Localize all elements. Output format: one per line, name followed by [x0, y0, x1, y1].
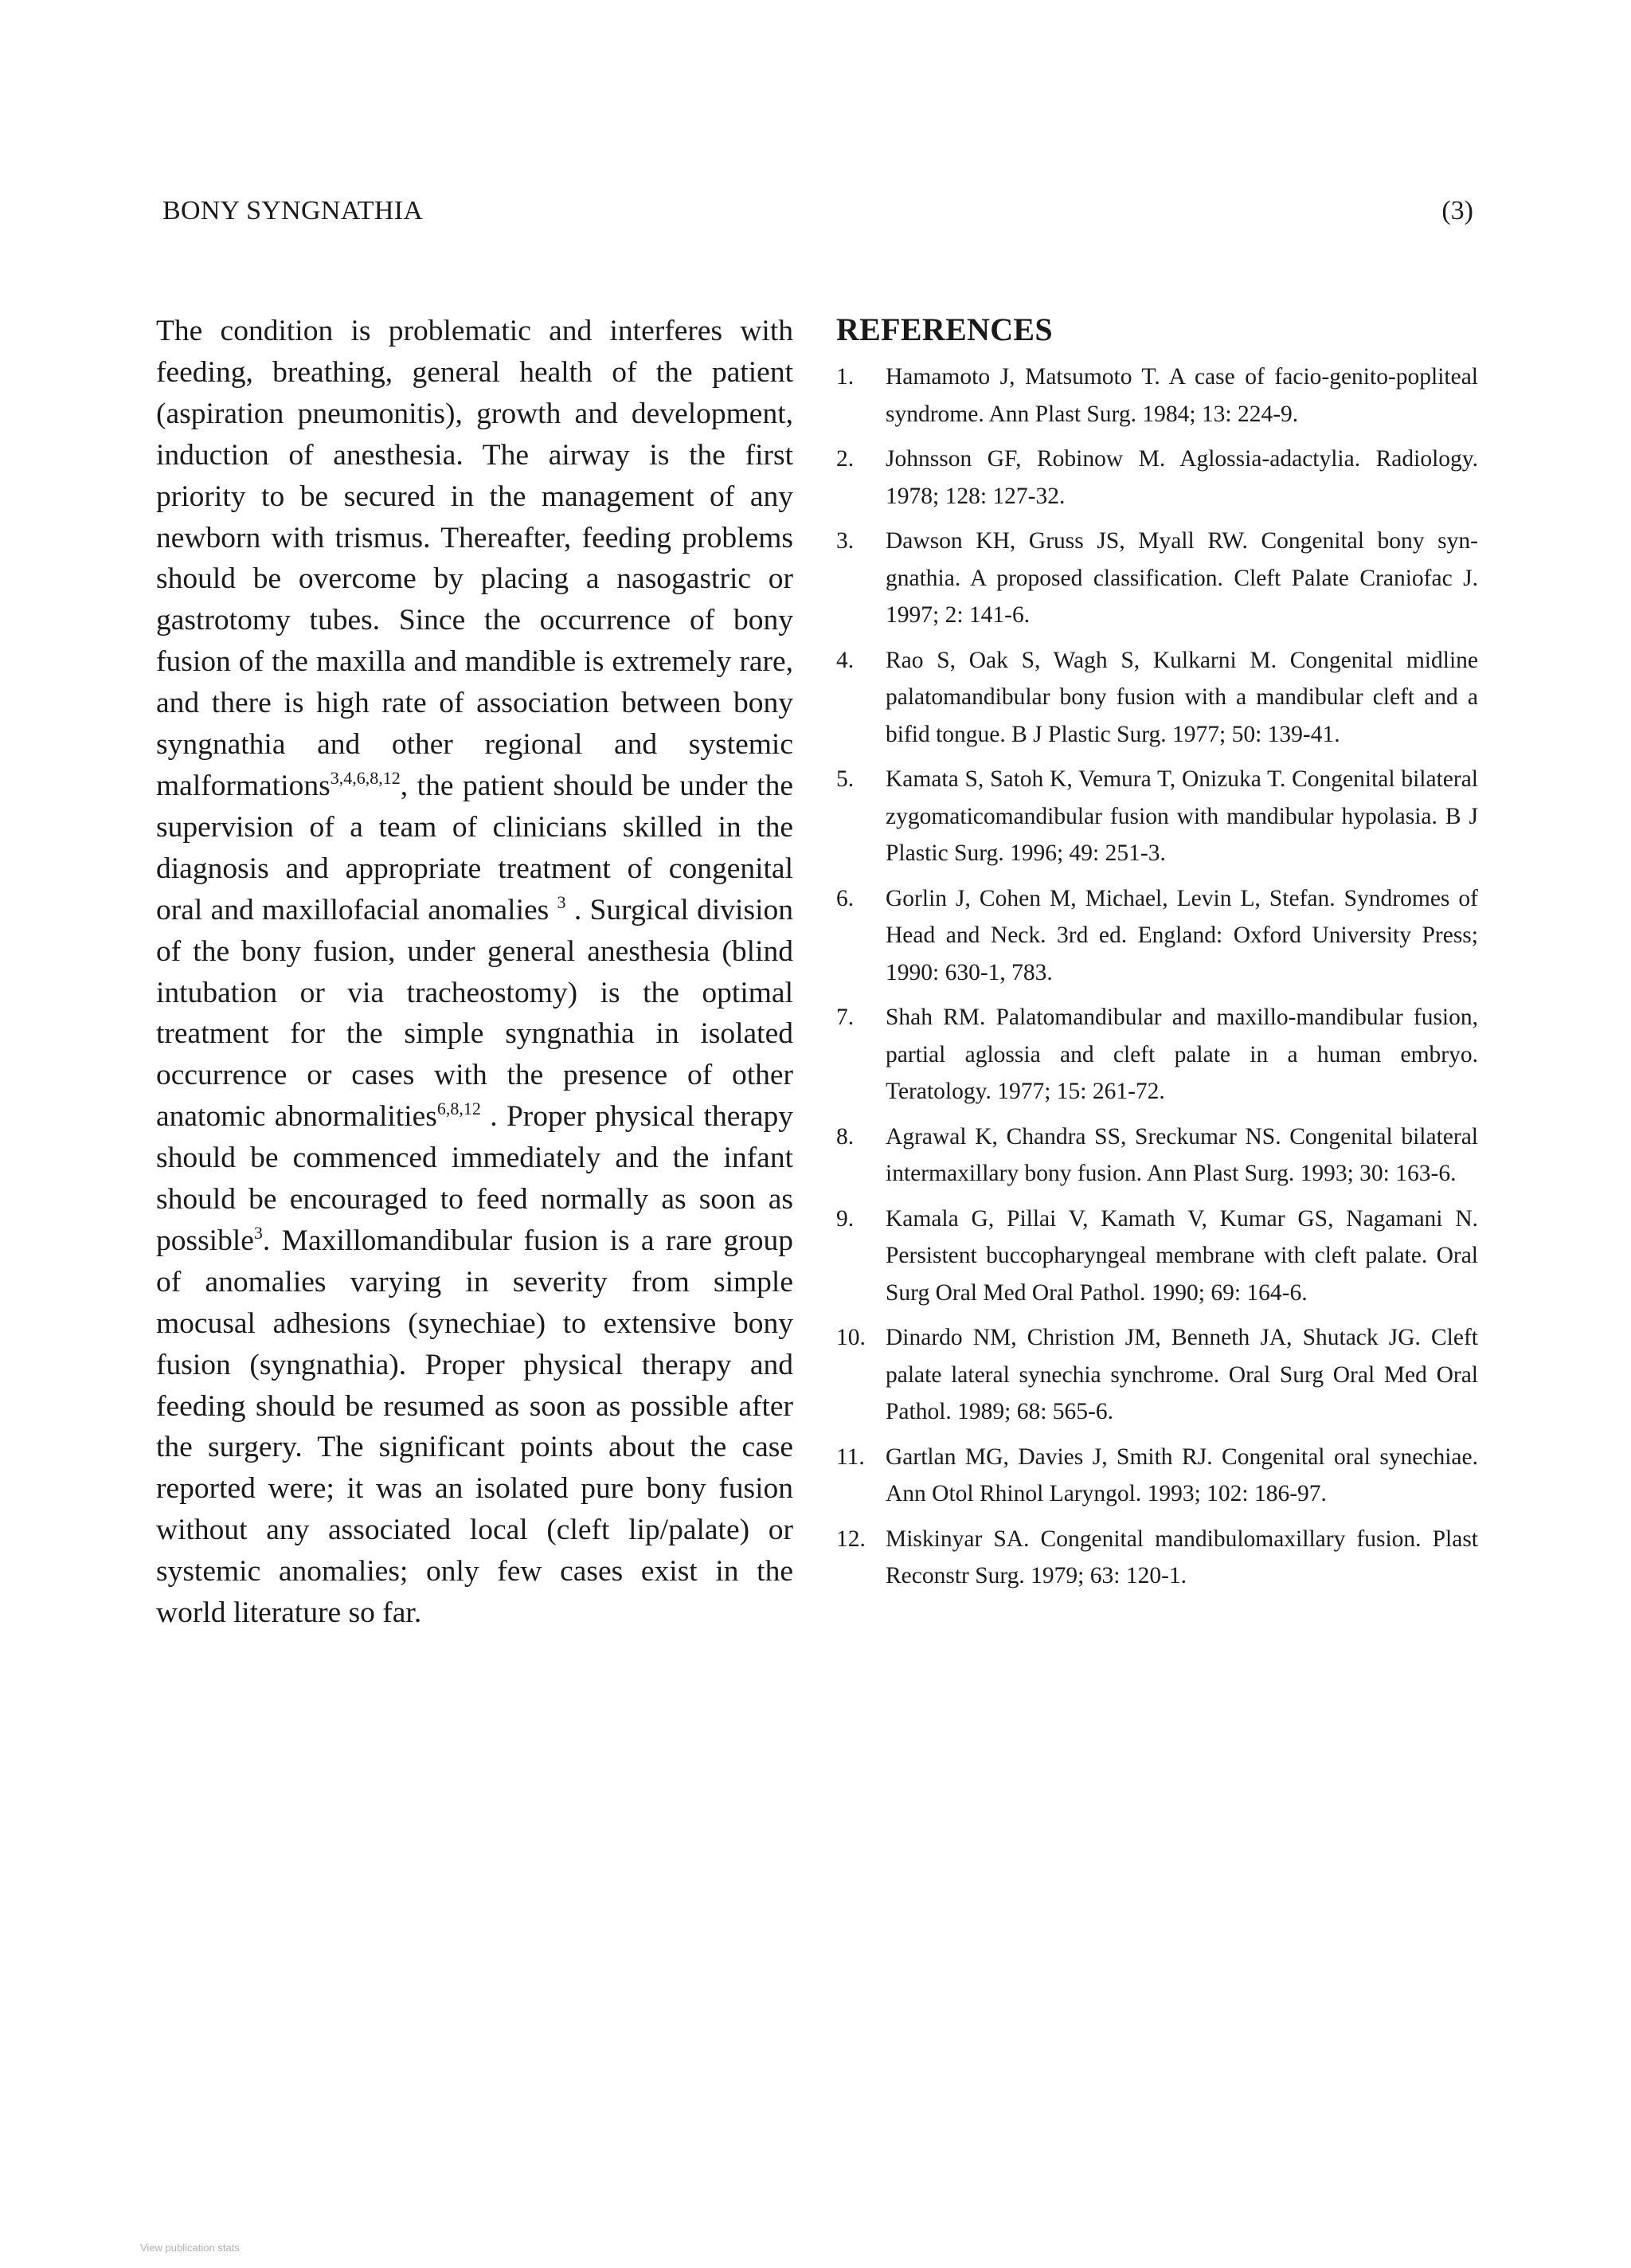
reference-item	[836, 523, 1478, 634]
reference-text: Agrawal K, Chandra SS, Sreckumar NS. Congenital bilateral intermaxillary bony fusion. Ann Plast Surg. 1993; 30: 163-6.	[886, 1123, 1478, 1186]
reference-list	[836, 358, 1478, 1595]
reference-text: Dinardo NM, Christion JM, Benneth JA, Shutack JG. Cleft palate lateral synechia synchrome. Oral Surg Oral Med Oral Pathol. 1989; 68: 565-6.	[886, 1325, 1478, 1424]
reference-item	[836, 1118, 1478, 1193]
reference-text: Dawson KH, Gruss JS, Myall RW. Congenital bony syngnathia. A proposed classification. Cleft Palate Craniofac J. 1997; 2: 141-6.	[886, 528, 1478, 628]
reference-number: 4.	[836, 647, 855, 673]
body-text-segment: . Surgical division of the bony fusion, under general anesthesia (blind intubation or via tracheostomy) is the optimal treatment for the simple syngnathia in isolated occurrence or cases with the presence of other anatomic abnormalities	[156, 893, 793, 1134]
body-text-segment: , the patient should be under the supervision of a team of clinicians skilled in the diagnosis and appropriate treatment of congenital oral and maxillofacial anomalies	[156, 769, 793, 926]
reference-item	[836, 880, 1478, 992]
reference-text: Shah RM. Palatomandibular and maxillo-mandibular fusion, partial aglossia and cleft palate in a human embryo. Teratology. 1977; 15: 261-72.	[886, 1005, 1478, 1104]
reference-number: 8.	[836, 1123, 855, 1150]
reference-number: 9.	[836, 1205, 855, 1232]
reference-item	[836, 358, 1478, 433]
reference-text: Rao S, Oak S, Wagh S, Kulkarni M. Congenital midline palatomandibular bony fusion with a mandibular cleft and a bifid tongue. B J Plastic Surg. 1977; 50: 139-41.	[886, 647, 1478, 747]
references-heading: REFERENCES	[836, 311, 1053, 347]
reference-text: Kamata S, Satoh K, Vemura T, Onizuka T. Congenital bilateral zygomaticomandibular fusion with mandibular hypolasia. B J Plastic Surg. 1996; 49: 251-3.	[886, 766, 1478, 866]
body-text-column	[156, 311, 793, 1634]
reference-item	[836, 642, 1478, 754]
citation-superscript: 3	[557, 891, 566, 912]
reference-number: 5.	[836, 766, 855, 792]
reference-number: 6.	[836, 885, 855, 911]
reference-text: Gorlin J, Cohen M, Michael, Levin L, Stefan. Syndromes of Head and Neck. 3rd ed. England: Oxford University Press; 1990: 630-1, 783.	[886, 885, 1478, 985]
reference-item	[836, 1439, 1478, 1513]
citation-superscript: 3	[253, 1222, 263, 1243]
body-text-segment: . Proper physical therapy should be commenced immediately and the infant should be encouraged to feed normally as soon as possible	[156, 1100, 794, 1257]
references-section	[836, 311, 1478, 1603]
running-title: BONY SYNGNATHIA	[162, 196, 424, 225]
reference-number: 3.	[836, 528, 855, 554]
reference-text: Gartlan MG, Davies J, Smith RJ. Congenital oral synechiae. Ann Otol Rhinol Laryngol. 1993; 102: 186-97.	[886, 1443, 1478, 1506]
view-publication-stats-link[interactable]: View publication stats	[140, 2242, 240, 2254]
reference-number: 7.	[836, 1005, 855, 1030]
reference-item	[836, 999, 1478, 1110]
reference-number: 11.	[836, 1443, 865, 1470]
body-text-segment: The condition is problematic and interferes with feeding, breathing, general health of the patient (aspiration pneumonitis), growth and development, induction of anesthesia. The airway is the first priority to be secured in the management of any newborn with trismus. Thereafter, feeding problems should be overcome by placing a nasogastric or gastrotomy tubes. Since the occurrence of bony fusion of the maxilla and mandible is extremely rare, and there is high rate of association between bony syngnathia and other regional and systemic malformations	[156, 315, 793, 802]
body-text-segment: . Maxillomandibular fusion is a rare group of anomalies varying in severity from simple mocusal adhesions (synechiae) to extensive bony fusion (syngnathia). Proper physical therapy and feeding should be resumed as soon as possible after the surgery. The significant points about the case reported were; it was an isolated pure bony fusion without any associated local (cleft lip/palate) or systemic anomalies; only few cases exist in the world literature so far.	[156, 1224, 793, 1630]
citation-superscript: 6,8,12	[436, 1099, 481, 1119]
reference-item	[836, 441, 1478, 515]
reference-item	[836, 1521, 1478, 1595]
reference-item	[836, 761, 1478, 872]
reference-number: 12.	[836, 1526, 866, 1552]
reference-text: Kamala G, Pillai V, Kamath V, Kumar GS, Nagamani N. Persistent buccopharyngeal membrane with cleft palate. Oral Surg Oral Med Oral Pathol. 1990; 69: 164-6.	[886, 1205, 1478, 1306]
reference-number: 10.	[836, 1325, 866, 1350]
reference-text: Johnsson GF, Robinow M. Aglossia-adactylia. Radiology. 1978; 128: 127-32.	[886, 446, 1478, 509]
reference-number: 1.	[836, 364, 855, 390]
reference-text: Hamamoto J, Matsumoto T. A case of facio-genito-popliteal syndrome. Ann Plast Surg. 1984; 13: 224-9.	[886, 364, 1478, 427]
citation-superscript: 3,4,6,8,12	[330, 767, 401, 788]
page-number: (3)	[1441, 196, 1473, 225]
reference-number: 2.	[836, 446, 855, 472]
reference-item	[836, 1201, 1478, 1312]
reference-text: Miskinyar SA. Congenital mandibulomaxillary fusion. Plast Reconstr Surg. 1979; 63: 120-1.	[886, 1526, 1478, 1588]
reference-item	[836, 1319, 1478, 1431]
